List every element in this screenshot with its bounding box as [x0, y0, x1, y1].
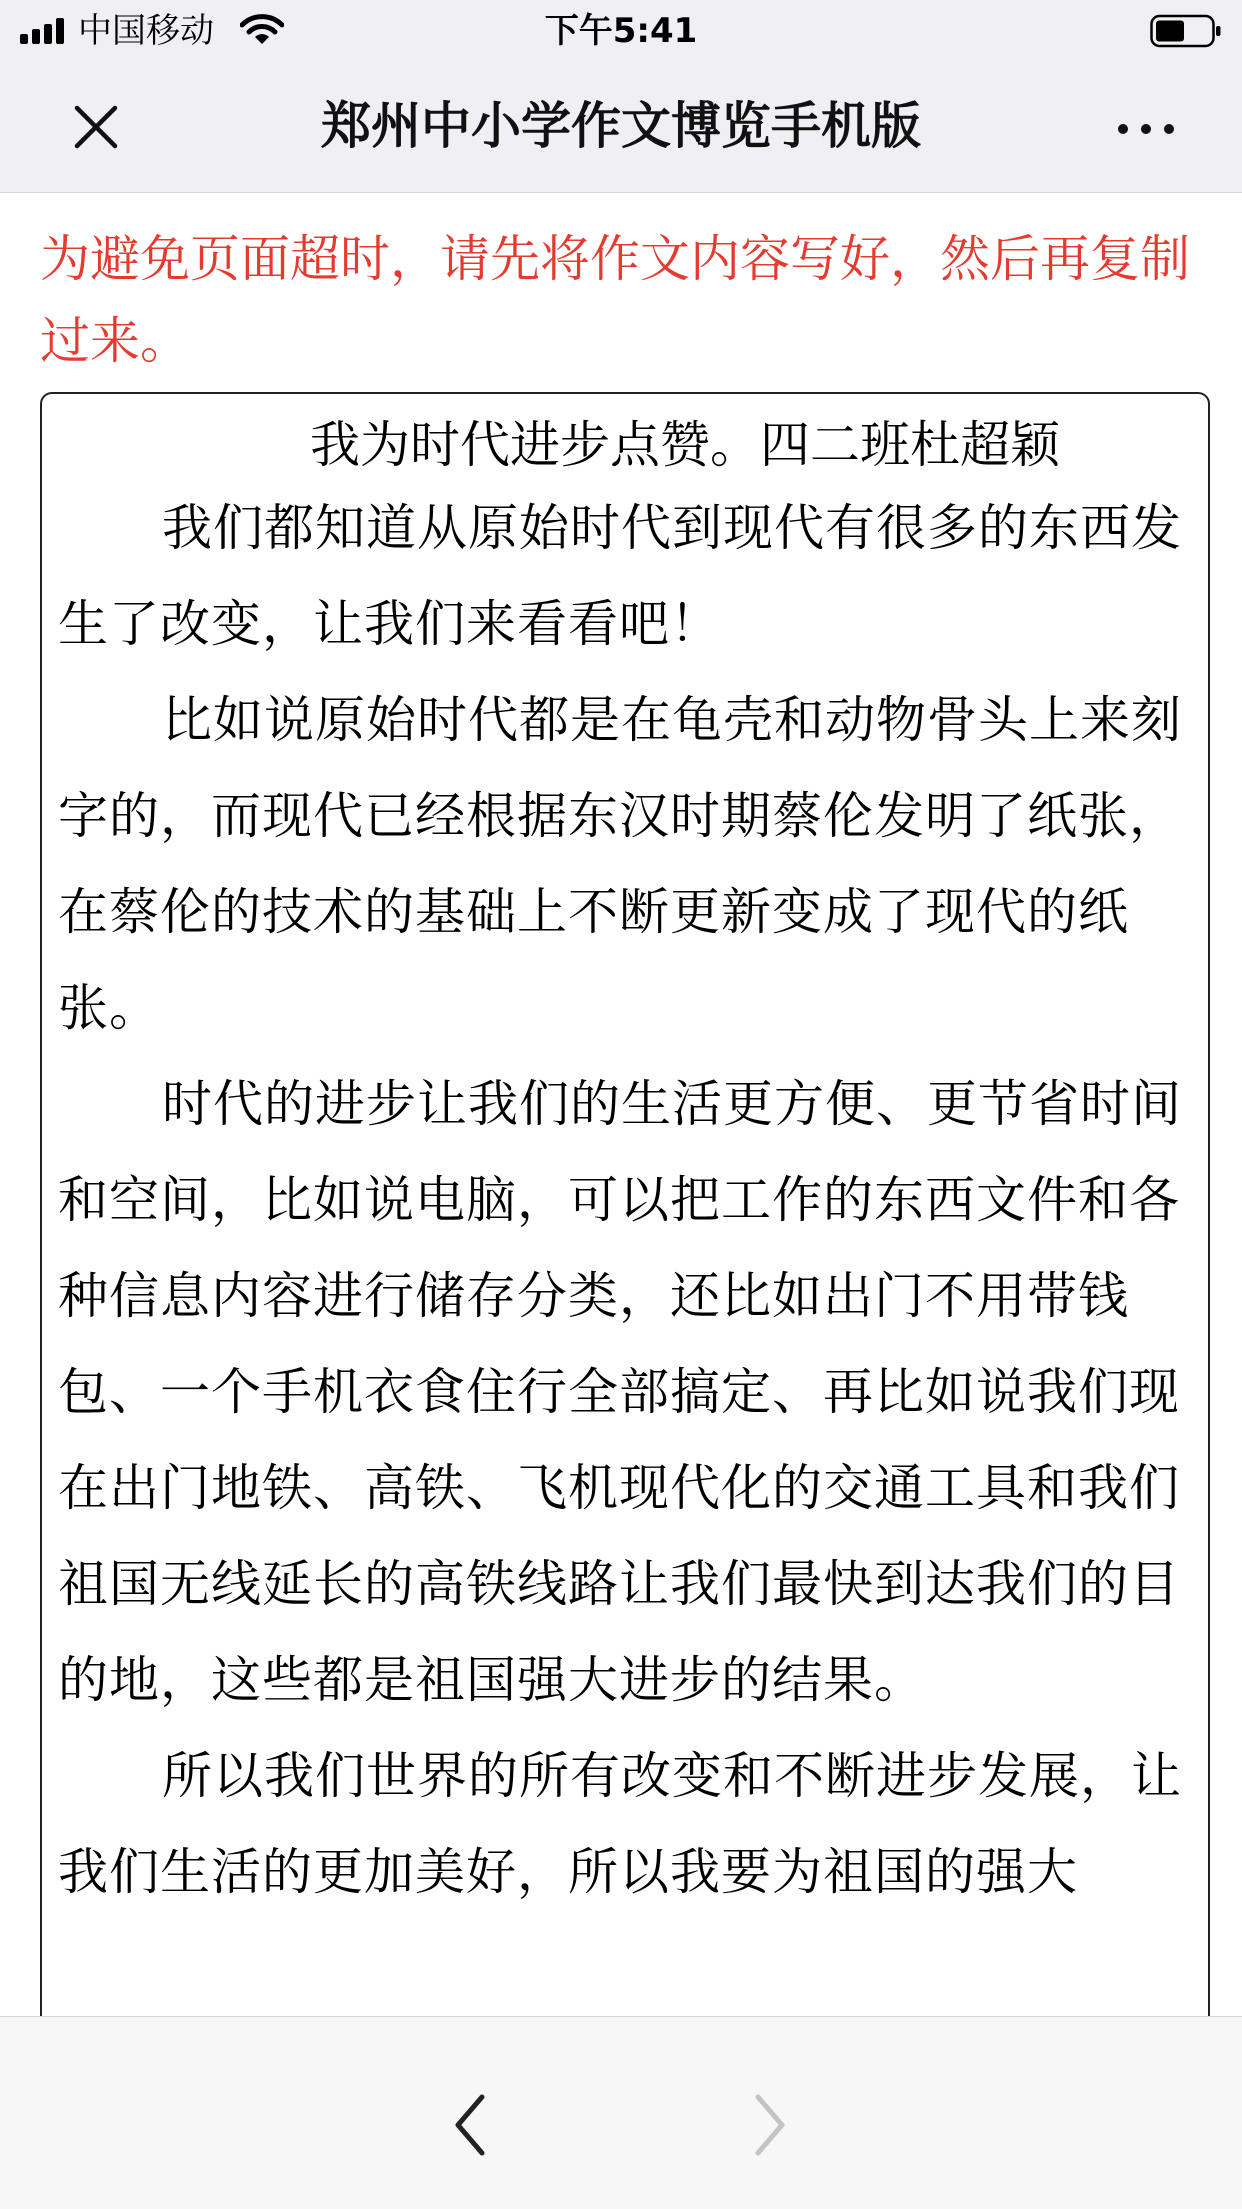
chevron-left-icon: [440, 2085, 500, 2165]
nav-bar: [0, 62, 1242, 193]
battery-icon: [1150, 14, 1222, 48]
back-button[interactable]: [440, 2085, 500, 2165]
page-title: 郑州中小学作文博览手机版: [321, 97, 921, 155]
essay-paragraph: 我们都知道从原始时代到现代有很多的东西发生了改变，让我们来看看吧！: [58, 499, 1182, 653]
essay-textarea[interactable]: [40, 392, 1210, 2092]
close-button[interactable]: [56, 92, 136, 162]
status-time: 下午5:41: [544, 11, 698, 51]
chevron-right-icon: [740, 2085, 800, 2165]
timeout-notice: 为避免页面超时，请先将作文内容写好，然后再复制过来。: [40, 230, 1190, 370]
close-icon: [73, 104, 119, 150]
status-bar: [0, 0, 1242, 62]
carrier-name: 中国移动: [78, 11, 214, 51]
forward-button[interactable]: [740, 2085, 800, 2165]
essay-title: 我为时代进步点赞。四二班杜超颖: [310, 416, 1060, 474]
more-button[interactable]: [1110, 92, 1182, 162]
essay-paragraph: 所以我们世界的所有改变和不断进步发展，让我们生活的更加美好，所以我要为祖国的强大: [58, 1747, 1182, 1901]
bottom-toolbar: [0, 2016, 1242, 2209]
essay-paragraph: 比如说原始时代都是在龟壳和动物骨头上来刻字的，而现代已经根据东汉时期蔡伦发明了纸张，在蔡伦的技术的基础上不断更新变成了现代的纸张。: [58, 691, 1182, 1037]
essay-paragraph: 时代的进步让我们的生活更方便、更节省时间和空间，比如说电脑，可以把工作的东西文件和各种信息内容进行储存分类，还比如出门不用带钱包、一个手机衣食住行全部搞定、再比如说我们现在出门地铁、高铁、飞机现代化的交通工具和我们祖国无线延长的高铁线路让我们最快到达我们的目的地，这些都是祖国强大进步的结果。: [58, 1075, 1182, 1709]
